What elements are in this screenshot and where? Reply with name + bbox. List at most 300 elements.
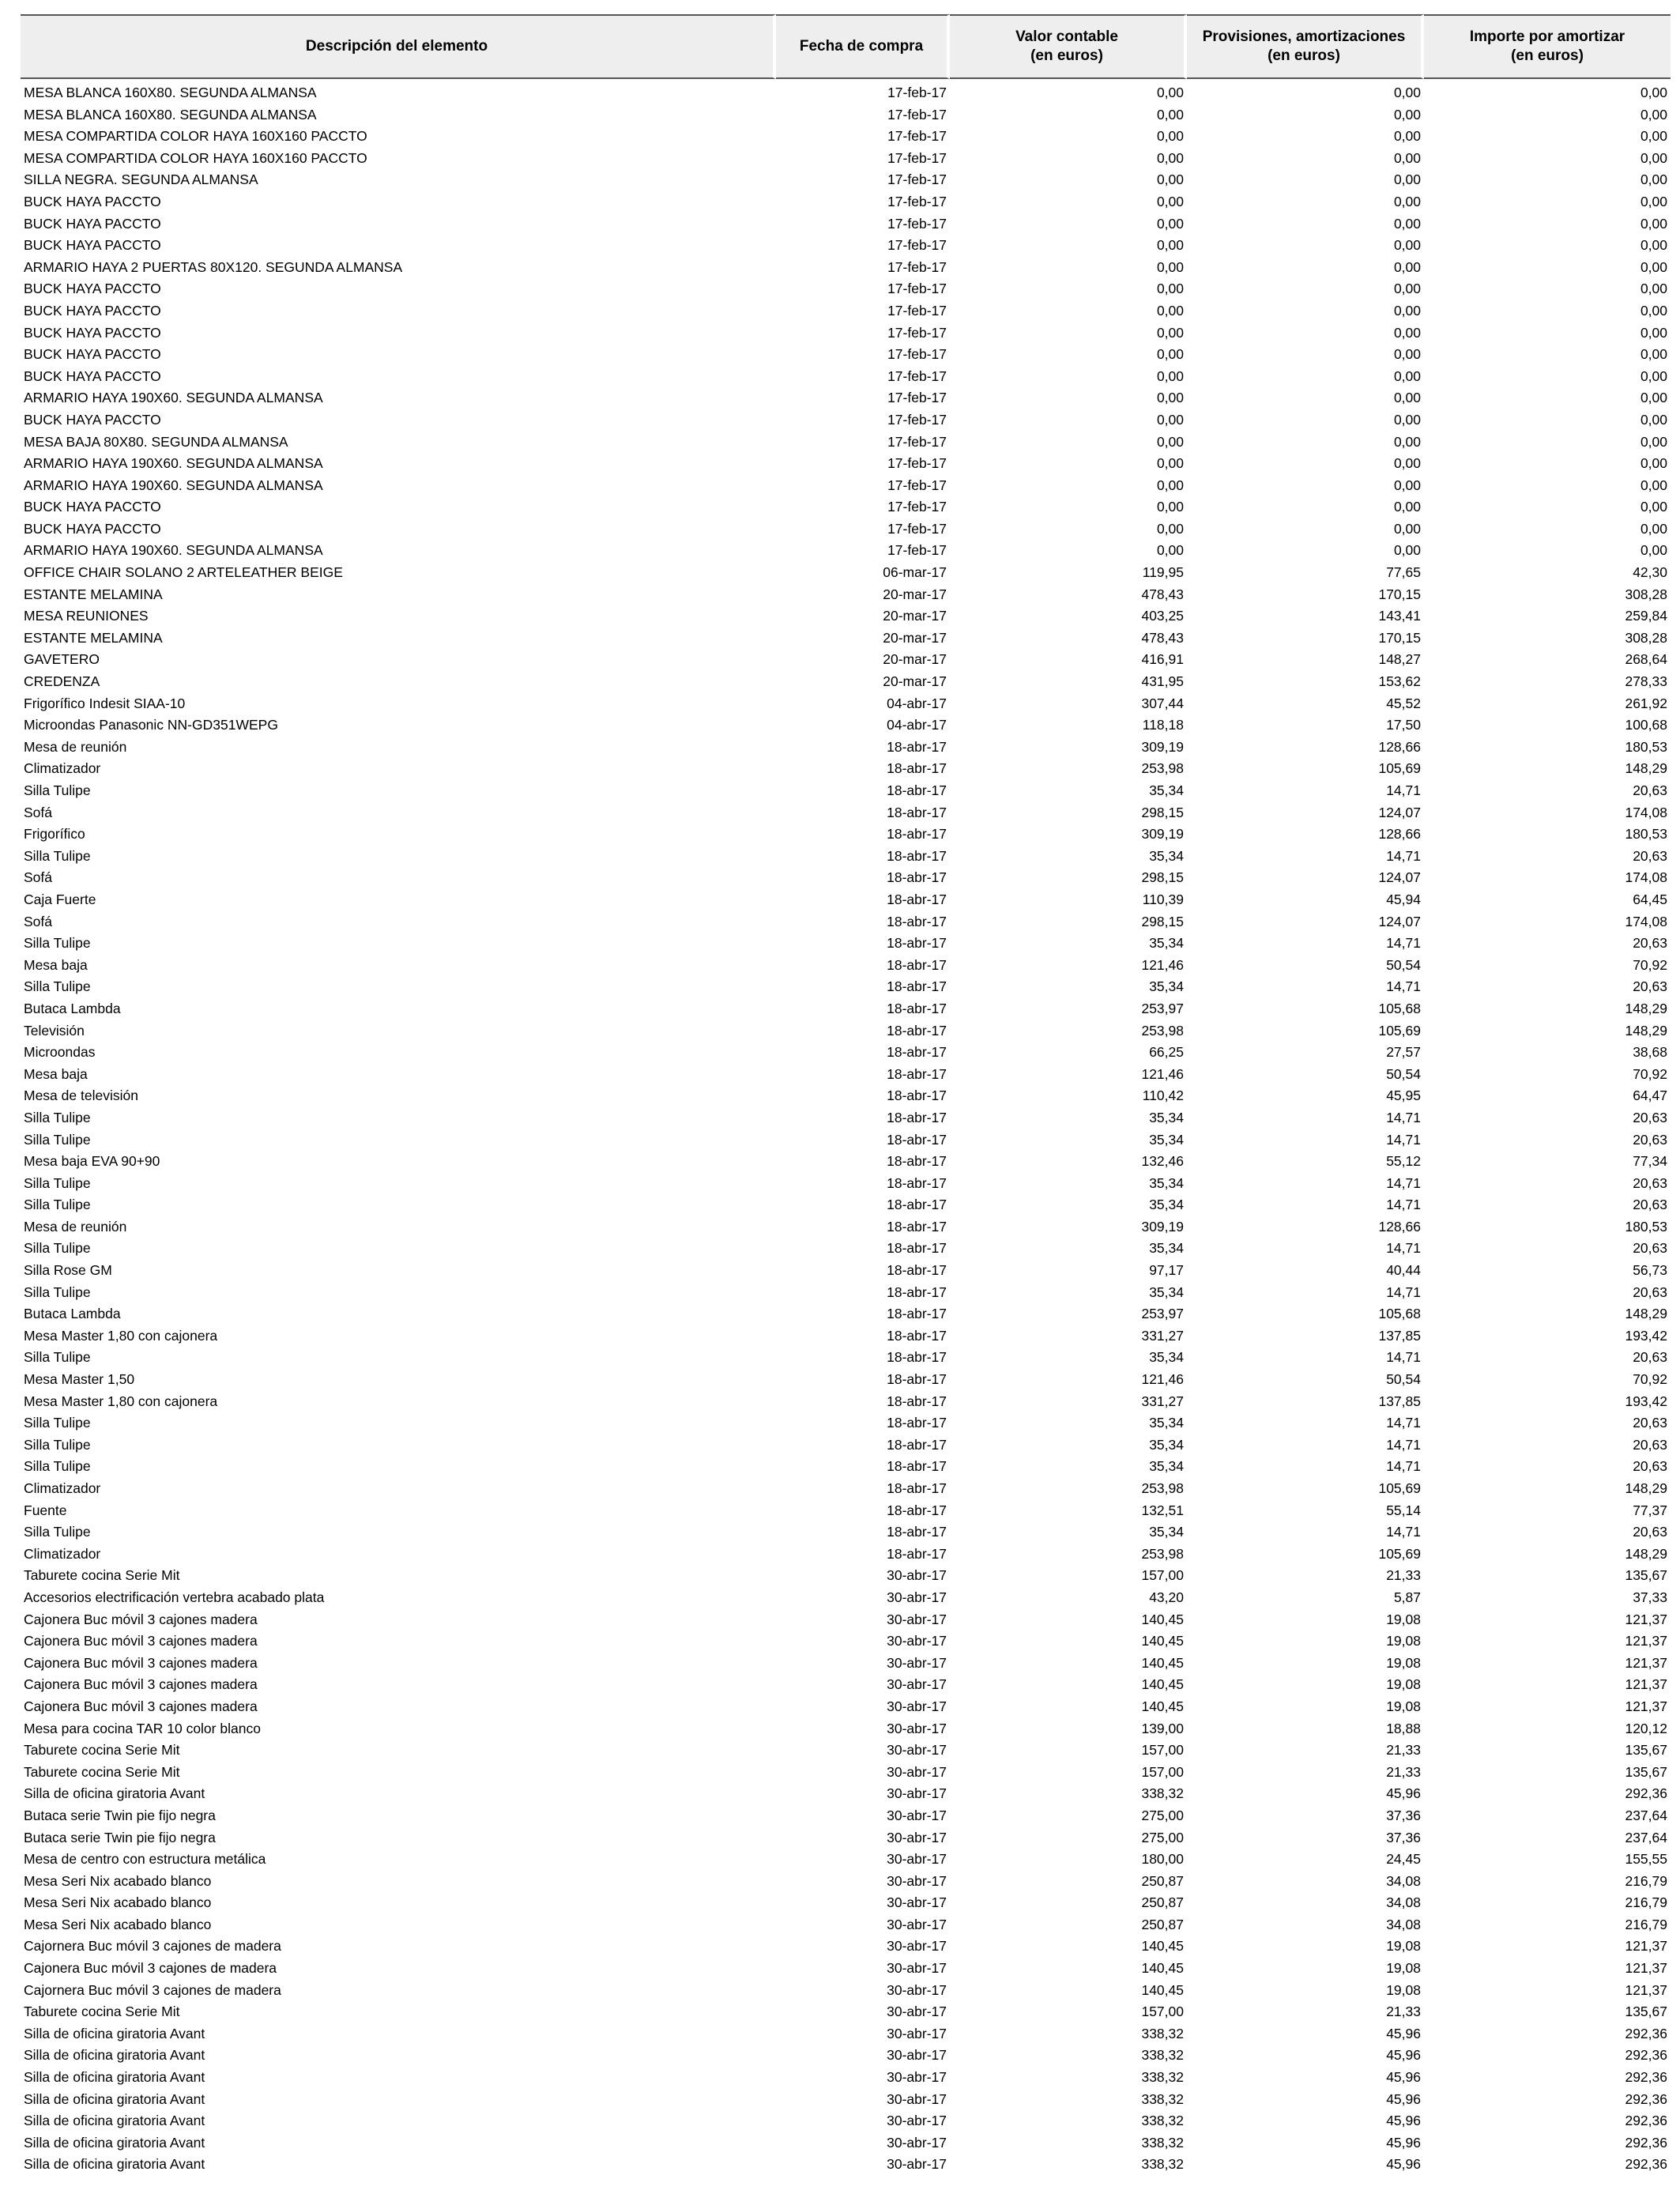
cell-description: SILLA NEGRA. SEGUNDA ALMANSA: [24, 172, 258, 188]
cell-provisions: 19,08: [1386, 1676, 1421, 1693]
cell-book-value: 157,00: [1141, 1763, 1184, 1780]
cell-provisions: 45,52: [1386, 695, 1421, 711]
table-row: [21, 1216, 1671, 1238]
cell-description: Mesa de reunión: [24, 738, 127, 755]
table-row: [21, 1434, 1671, 1457]
cell-purchase-date: 18-abr-17: [887, 956, 947, 973]
cell-purchase-date: 18-abr-17: [887, 1436, 947, 1453]
cell-book-value: 180,00: [1141, 1851, 1184, 1868]
cell-purchase-date: 18-abr-17: [887, 1545, 947, 1562]
cell-book-value: 119,95: [1142, 564, 1184, 581]
table-row: [21, 1085, 1671, 1107]
cell-provisions: 14,71: [1386, 1284, 1421, 1300]
cell-book-value: 110,39: [1142, 891, 1184, 907]
cell-purchase-date: 30-abr-17: [887, 1611, 947, 1627]
cell-amount-to-amortize: 0,00: [1640, 455, 1667, 472]
cell-provisions: 34,08: [1386, 1894, 1421, 1911]
table-row: [21, 409, 1671, 432]
cell-provisions: 45,96: [1386, 2047, 1421, 2064]
header-date-label: Fecha de compra: [799, 38, 924, 55]
cell-description: Cajornera Buc móvil 3 cajones de madera: [24, 1981, 281, 1998]
table-row: [21, 2089, 1671, 2111]
cell-description: Televisión: [24, 1022, 85, 1039]
cell-description: Cajonera Buc móvil 3 cajones madera: [24, 1676, 258, 1693]
cell-purchase-date: 17-feb-17: [887, 258, 947, 275]
cell-book-value: 43,20: [1149, 1589, 1184, 1605]
cell-purchase-date: 20-mar-17: [883, 629, 947, 646]
cell-book-value: 298,15: [1141, 804, 1184, 820]
table-row: [21, 79, 1671, 104]
cell-book-value: 35,34: [1149, 1131, 1184, 1148]
cell-provisions: 14,71: [1386, 782, 1421, 798]
cell-amount-to-amortize: 20,63: [1633, 1524, 1667, 1540]
table-row: [21, 2132, 1671, 2154]
cell-description: BUCK HAYA PACCTO: [24, 302, 161, 319]
cell-description: Silla de oficina giratoria Avant: [24, 2113, 205, 2129]
cell-description: Cajornera Buc móvil 3 cajones de madera: [24, 1938, 281, 1955]
table-row: [21, 867, 1671, 889]
table-row: [21, 1936, 1671, 1958]
cell-book-value: 338,32: [1141, 2047, 1184, 2064]
cell-description: Silla Tulipe: [24, 1197, 91, 1213]
cell-purchase-date: 30-abr-17: [887, 1785, 947, 1802]
cell-provisions: 0,00: [1393, 411, 1421, 428]
cell-book-value: 0,00: [1156, 368, 1184, 384]
cell-book-value: 35,34: [1149, 1174, 1184, 1191]
cell-purchase-date: 18-abr-17: [887, 826, 947, 843]
cell-purchase-date: 18-abr-17: [887, 1131, 947, 1148]
cell-amount-to-amortize: 0,00: [1640, 215, 1667, 232]
cell-description: Silla de oficina giratoria Avant: [24, 2069, 205, 2086]
cell-purchase-date: 18-abr-17: [887, 1480, 947, 1496]
cell-purchase-date: 18-abr-17: [887, 1000, 947, 1016]
cell-purchase-date: 04-abr-17: [887, 695, 947, 711]
cell-amount-to-amortize: 148,29: [1625, 1545, 1667, 1562]
cell-book-value: 338,32: [1141, 1785, 1184, 1802]
table-row: [21, 1740, 1671, 1762]
header-amount-unit: (en euros): [1511, 47, 1584, 64]
cell-purchase-date: 17-feb-17: [887, 455, 947, 472]
cell-book-value: 275,00: [1141, 1807, 1184, 1823]
cell-amount-to-amortize: 268,64: [1625, 651, 1667, 668]
cell-amount-to-amortize: 216,79: [1625, 1872, 1667, 1889]
cell-amount-to-amortize: 0,00: [1640, 281, 1667, 297]
cell-amount-to-amortize: 37,33: [1633, 1589, 1667, 1605]
cell-description: Mesa para cocina TAR 10 color blanco: [24, 1720, 261, 1736]
cell-purchase-date: 17-feb-17: [887, 368, 947, 384]
cell-description: Silla de oficina giratoria Avant: [24, 2134, 205, 2151]
cell-purchase-date: 18-abr-17: [887, 1197, 947, 1213]
cell-description: BUCK HAYA PACCTO: [24, 193, 161, 209]
cell-provisions: 45,96: [1386, 2134, 1421, 2151]
cell-description: Sofá: [24, 869, 52, 886]
table-row: [21, 802, 1671, 824]
cell-book-value: 35,34: [1149, 978, 1184, 995]
table-row: [21, 628, 1671, 650]
cell-provisions: 50,54: [1386, 1371, 1421, 1388]
cell-purchase-date: 17-feb-17: [887, 520, 947, 537]
cell-amount-to-amortize: 121,37: [1625, 1633, 1667, 1649]
cell-amount-to-amortize: 148,29: [1625, 1480, 1667, 1496]
cell-description: Mesa baja: [24, 1065, 88, 1082]
cell-amount-to-amortize: 121,37: [1625, 1676, 1667, 1693]
cell-book-value: 250,87: [1141, 1916, 1184, 1932]
cell-amount-to-amortize: 148,29: [1625, 1306, 1667, 1322]
cell-purchase-date: 17-feb-17: [887, 193, 947, 209]
cell-book-value: 121,46: [1141, 1371, 1184, 1388]
cell-amount-to-amortize: 42,30: [1633, 564, 1667, 581]
header-provisions-label: Provisiones, amortizaciones: [1202, 28, 1406, 45]
cell-purchase-date: 17-feb-17: [887, 433, 947, 450]
cell-provisions: 21,33: [1386, 1763, 1421, 1780]
cell-purchase-date: 18-abr-17: [887, 1393, 947, 1409]
cell-description: BUCK HAYA PACCTO: [24, 499, 161, 515]
cell-amount-to-amortize: 121,37: [1625, 1698, 1667, 1714]
cell-purchase-date: 17-feb-17: [887, 477, 947, 493]
cell-amount-to-amortize: 77,34: [1633, 1153, 1667, 1170]
cell-book-value: 35,34: [1149, 1415, 1184, 1431]
cell-purchase-date: 18-abr-17: [887, 1524, 947, 1540]
cell-book-value: 298,15: [1141, 869, 1184, 886]
cell-provisions: 45,94: [1386, 891, 1421, 907]
cell-purchase-date: 30-abr-17: [887, 2047, 947, 2064]
cell-amount-to-amortize: 292,36: [1625, 2113, 1667, 2129]
cell-book-value: 0,00: [1156, 215, 1184, 232]
cell-amount-to-amortize: 278,33: [1625, 673, 1667, 690]
cell-description: Silla Tulipe: [24, 1458, 91, 1475]
cell-book-value: 307,44: [1141, 695, 1184, 711]
cell-amount-to-amortize: 0,00: [1640, 172, 1667, 188]
cell-provisions: 105,68: [1378, 1306, 1421, 1322]
cell-book-value: 140,45: [1141, 1633, 1184, 1649]
table-row: [21, 1151, 1671, 1173]
header-amount-to-amortize: [1424, 14, 1671, 79]
table-row: [21, 1609, 1671, 1631]
cell-description: Sofá: [24, 913, 52, 929]
table-row: [21, 998, 1671, 1020]
cell-description: Climatizador: [24, 1545, 101, 1562]
cell-provisions: 105,68: [1378, 1000, 1421, 1016]
table-row: [21, 1325, 1671, 1348]
cell-amount-to-amortize: 56,73: [1633, 1262, 1667, 1279]
cell-amount-to-amortize: 20,63: [1633, 847, 1667, 864]
asset-table-sheet: [21, 14, 1671, 2176]
table-row: [21, 344, 1671, 366]
cell-description: BUCK HAYA PACCTO: [24, 237, 161, 254]
table-row: [21, 671, 1671, 693]
cell-book-value: 275,00: [1141, 1829, 1184, 1845]
cell-description: Silla Tulipe: [24, 935, 91, 952]
cell-amount-to-amortize: 20,63: [1633, 1436, 1667, 1453]
table-row: [21, 846, 1671, 868]
cell-book-value: 478,43: [1141, 586, 1184, 602]
cell-purchase-date: 18-abr-17: [887, 1174, 947, 1191]
cell-amount-to-amortize: 155,55: [1625, 1851, 1667, 1868]
cell-purchase-date: 17-feb-17: [887, 128, 947, 145]
cell-amount-to-amortize: 70,92: [1633, 956, 1667, 973]
cell-description: Mesa Master 1,80 con cajonera: [24, 1327, 218, 1344]
cell-book-value: 35,34: [1149, 1109, 1184, 1125]
cell-description: Mesa Seri Nix acabado blanco: [24, 1894, 212, 1911]
cell-amount-to-amortize: 292,36: [1625, 1785, 1667, 1802]
cell-purchase-date: 18-abr-17: [887, 1109, 947, 1125]
cell-purchase-date: 20-mar-17: [883, 673, 947, 690]
cell-provisions: 77,65: [1386, 564, 1421, 581]
cell-provisions: 128,66: [1378, 1218, 1421, 1235]
cell-purchase-date: 17-feb-17: [887, 106, 947, 123]
cell-description: Silla de oficina giratoria Avant: [24, 2156, 205, 2173]
cell-amount-to-amortize: 20,63: [1633, 1174, 1667, 1191]
cell-amount-to-amortize: 292,36: [1625, 2047, 1667, 2064]
table-row: [21, 2001, 1671, 2023]
cell-provisions: 14,71: [1386, 847, 1421, 864]
cell-amount-to-amortize: 135,67: [1625, 1763, 1667, 1780]
table-row: [21, 2110, 1671, 2132]
cell-provisions: 37,36: [1386, 1829, 1421, 1845]
cell-purchase-date: 18-abr-17: [887, 891, 947, 907]
cell-description: Taburete cocina Serie Mit: [24, 2004, 180, 2020]
cell-purchase-date: 18-abr-17: [887, 1502, 947, 1518]
cell-purchase-date: 18-abr-17: [887, 760, 947, 777]
cell-purchase-date: 30-abr-17: [887, 1567, 947, 1584]
cell-book-value: 132,51: [1141, 1502, 1184, 1518]
table-row: [21, 1064, 1671, 1086]
table-row: [21, 1565, 1671, 1587]
cell-book-value: 478,43: [1141, 629, 1184, 646]
cell-description: Silla Tulipe: [24, 782, 91, 798]
cell-description: GAVETERO: [24, 651, 100, 668]
cell-amount-to-amortize: 0,00: [1640, 258, 1667, 275]
cell-book-value: 0,00: [1156, 499, 1184, 515]
table-row: [21, 235, 1671, 257]
cell-amount-to-amortize: 121,37: [1625, 1938, 1667, 1955]
cell-description: Silla Tulipe: [24, 847, 91, 864]
cell-provisions: 124,07: [1378, 913, 1421, 929]
cell-purchase-date: 18-abr-17: [887, 1153, 947, 1170]
cell-provisions: 0,00: [1393, 106, 1421, 123]
table-row: [21, 1020, 1671, 1042]
cell-amount-to-amortize: 0,00: [1640, 324, 1667, 341]
cell-amount-to-amortize: 70,92: [1633, 1065, 1667, 1082]
cell-book-value: 35,34: [1149, 1284, 1184, 1300]
cell-amount-to-amortize: 216,79: [1625, 1894, 1667, 1911]
cell-provisions: 105,69: [1378, 1545, 1421, 1562]
cell-provisions: 55,12: [1386, 1153, 1421, 1170]
cell-book-value: 0,00: [1156, 477, 1184, 493]
cell-purchase-date: 30-abr-17: [887, 1938, 947, 1955]
cell-provisions: 45,96: [1386, 2113, 1421, 2129]
cell-purchase-date: 20-mar-17: [883, 586, 947, 602]
cell-description: Silla Tulipe: [24, 978, 91, 995]
cell-provisions: 45,96: [1386, 2156, 1421, 2173]
cell-provisions: 21,33: [1386, 2004, 1421, 2020]
cell-book-value: 338,32: [1141, 2090, 1184, 2107]
cell-description: Mesa Seri Nix acabado blanco: [24, 1916, 212, 1932]
cell-amount-to-amortize: 135,67: [1625, 1567, 1667, 1584]
cell-description: Cajonera Buc móvil 3 cajones madera: [24, 1654, 258, 1671]
header-description-label: Descripción del elemento: [305, 38, 488, 55]
table-row: [21, 1282, 1671, 1304]
cell-description: ARMARIO HAYA 190X60. SEGUNDA ALMANSA: [24, 542, 323, 559]
table-row: [21, 366, 1671, 388]
cell-purchase-date: 30-abr-17: [887, 2069, 947, 2086]
cell-description: Silla Tulipe: [24, 1436, 91, 1453]
cell-provisions: 128,66: [1378, 738, 1421, 755]
cell-purchase-date: 30-abr-17: [887, 1894, 947, 1911]
cell-provisions: 34,08: [1386, 1872, 1421, 1889]
cell-amount-to-amortize: 20,63: [1633, 1284, 1667, 1300]
cell-provisions: 0,00: [1393, 499, 1421, 515]
table-row: [21, 257, 1671, 279]
cell-book-value: 140,45: [1141, 1676, 1184, 1693]
cell-provisions: 14,71: [1386, 1349, 1421, 1366]
cell-purchase-date: 17-feb-17: [887, 346, 947, 363]
cell-amount-to-amortize: 292,36: [1625, 2069, 1667, 2086]
table-row: [21, 1871, 1671, 1893]
cell-description: MESA BAJA 80X80. SEGUNDA ALMANSA: [24, 433, 288, 450]
cell-purchase-date: 30-abr-17: [887, 1807, 947, 1823]
cell-purchase-date: 30-abr-17: [887, 1633, 947, 1649]
table-row: [21, 1696, 1671, 1718]
table-row: [21, 2067, 1671, 2089]
cell-provisions: 19,08: [1386, 1960, 1421, 1977]
cell-purchase-date: 18-abr-17: [887, 913, 947, 929]
cell-amount-to-amortize: 0,00: [1640, 433, 1667, 450]
cell-amount-to-amortize: 121,37: [1625, 1981, 1667, 1998]
cell-amount-to-amortize: 20,63: [1633, 1458, 1667, 1475]
cell-description: MESA COMPARTIDA COLOR HAYA 160X160 PACCTO: [24, 149, 367, 166]
cell-purchase-date: 30-abr-17: [887, 1916, 947, 1932]
cell-book-value: 0,00: [1156, 193, 1184, 209]
cell-description: MESA BLANCA 160X80. SEGUNDA ALMANSA: [24, 85, 317, 100]
table-header: [21, 14, 1671, 79]
cell-book-value: 253,98: [1141, 1480, 1184, 1496]
cell-description: Butaca serie Twin pie fijo negra: [24, 1829, 216, 1845]
cell-book-value: 253,98: [1141, 1022, 1184, 1039]
cell-provisions: 14,71: [1386, 1109, 1421, 1125]
cell-amount-to-amortize: 20,63: [1633, 1415, 1667, 1431]
table-row: [21, 1238, 1671, 1260]
cell-description: Climatizador: [24, 1480, 101, 1496]
cell-provisions: 14,71: [1386, 1197, 1421, 1213]
cell-amount-to-amortize: 100,68: [1625, 717, 1667, 733]
cell-provisions: 50,54: [1386, 1065, 1421, 1082]
cell-purchase-date: 18-abr-17: [887, 1218, 947, 1235]
table-row: [21, 714, 1671, 737]
table-body: [21, 79, 1671, 2176]
cell-purchase-date: 18-abr-17: [887, 1327, 947, 1344]
cell-provisions: 0,00: [1393, 149, 1421, 166]
cell-amount-to-amortize: 20,63: [1633, 1131, 1667, 1148]
cell-provisions: 18,88: [1386, 1720, 1421, 1736]
cell-book-value: 0,00: [1156, 390, 1184, 406]
cell-book-value: 35,34: [1149, 1524, 1184, 1540]
cell-amount-to-amortize: 180,53: [1625, 826, 1667, 843]
table-row: [21, 1914, 1671, 1936]
table-row: [21, 213, 1671, 236]
cell-description: ESTANTE MELAMINA: [24, 629, 163, 646]
cell-provisions: 0,00: [1393, 128, 1421, 145]
cell-provisions: 17,50: [1386, 717, 1421, 733]
cell-purchase-date: 30-abr-17: [887, 2113, 947, 2129]
cell-amount-to-amortize: 193,42: [1625, 1393, 1667, 1409]
cell-book-value: 35,34: [1149, 1458, 1184, 1475]
cell-description: Fuente: [24, 1502, 67, 1518]
cell-description: Microondas Panasonic NN-GD351WEPG: [24, 717, 278, 733]
cell-purchase-date: 30-abr-17: [887, 1851, 947, 1868]
cell-provisions: 137,85: [1378, 1327, 1421, 1344]
cell-purchase-date: 30-abr-17: [887, 1829, 947, 1845]
table-row: [21, 1718, 1671, 1740]
cell-provisions: 0,00: [1393, 477, 1421, 493]
cell-provisions: 124,07: [1378, 804, 1421, 820]
cell-provisions: 0,00: [1393, 433, 1421, 450]
cell-provisions: 0,00: [1393, 172, 1421, 188]
cell-purchase-date: 18-abr-17: [887, 935, 947, 952]
cell-purchase-date: 20-mar-17: [883, 608, 947, 624]
cell-amount-to-amortize: 0,00: [1640, 542, 1667, 559]
cell-amount-to-amortize: 0,00: [1640, 477, 1667, 493]
cell-purchase-date: 18-abr-17: [887, 1240, 947, 1257]
cell-purchase-date: 30-abr-17: [887, 1676, 947, 1693]
cell-provisions: 14,71: [1386, 1415, 1421, 1431]
header-book-value-label: Valor contable: [1015, 28, 1118, 45]
table-row: [21, 1587, 1671, 1609]
cell-amount-to-amortize: 20,63: [1633, 1109, 1667, 1125]
cell-book-value: 403,25: [1141, 608, 1184, 624]
table-row: [21, 584, 1671, 606]
cell-provisions: 55,14: [1386, 1502, 1421, 1518]
table-row: [21, 1892, 1671, 1914]
cell-provisions: 0,00: [1393, 302, 1421, 319]
cell-book-value: 0,00: [1156, 237, 1184, 254]
cell-purchase-date: 18-abr-17: [887, 738, 947, 755]
cell-amount-to-amortize: 174,08: [1625, 804, 1667, 820]
cell-purchase-date: 30-abr-17: [887, 1960, 947, 1977]
cell-provisions: 0,00: [1393, 542, 1421, 559]
cell-provisions: 19,08: [1386, 1611, 1421, 1627]
cell-amount-to-amortize: 261,92: [1625, 695, 1667, 711]
table-row: [21, 104, 1671, 126]
cell-provisions: 24,45: [1386, 1851, 1421, 1868]
cell-provisions: 137,85: [1378, 1393, 1421, 1409]
cell-description: Butaca serie Twin pie fijo negra: [24, 1807, 216, 1823]
cell-purchase-date: 18-abr-17: [887, 1088, 947, 1104]
cell-description: Microondas: [24, 1044, 96, 1061]
cell-provisions: 0,00: [1393, 215, 1421, 232]
cell-purchase-date: 18-abr-17: [887, 1371, 947, 1388]
table-row: [21, 562, 1671, 584]
header-book-value: [950, 14, 1187, 79]
table-row: [21, 955, 1671, 977]
table-row: [21, 2154, 1671, 2176]
table-row: [21, 322, 1671, 345]
cell-amount-to-amortize: 0,00: [1640, 106, 1667, 123]
table-row: [21, 933, 1671, 955]
cell-description: BUCK HAYA PACCTO: [24, 520, 161, 537]
cell-book-value: 157,00: [1141, 1742, 1184, 1759]
cell-book-value: 0,00: [1156, 346, 1184, 363]
cell-description: Taburete cocina Serie Mit: [24, 1567, 180, 1584]
cell-book-value: 309,19: [1141, 1218, 1184, 1235]
cell-amount-to-amortize: 0,00: [1640, 85, 1667, 100]
cell-book-value: 0,00: [1156, 281, 1184, 297]
table-row: [21, 889, 1671, 911]
cell-amount-to-amortize: 135,67: [1625, 1742, 1667, 1759]
cell-amount-to-amortize: 0,00: [1640, 193, 1667, 209]
cell-book-value: 338,32: [1141, 2025, 1184, 2041]
cell-book-value: 157,00: [1141, 1567, 1184, 1584]
